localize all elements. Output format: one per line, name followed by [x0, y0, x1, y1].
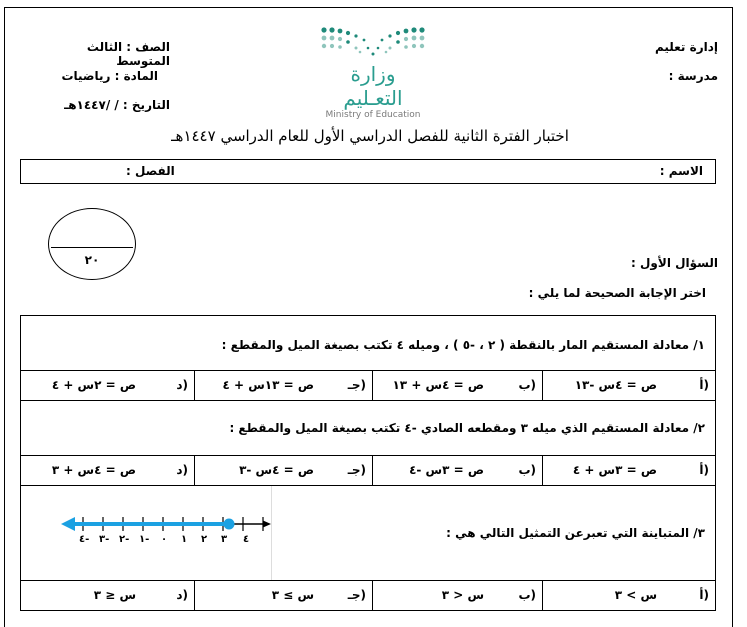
option-b[interactable] [372, 371, 542, 400]
option-expr: ص = ٣س + ٤ [572, 463, 657, 477]
option-letter: جـ) [347, 588, 366, 602]
question-1 [21, 316, 715, 371]
section-instruction: اختر الإجابة الصحيحة لما يلي : [528, 286, 706, 300]
graph-edge [271, 486, 272, 580]
logo-arabic-text: وزارة التعـليم [343, 62, 403, 110]
option-letter: ب) [518, 588, 536, 602]
logo-dots-icon [318, 24, 428, 58]
option-expr: س > ٣ [614, 588, 657, 602]
questions-table [20, 315, 716, 611]
exam-title: اختبار الفترة الثانية للفصل الدراسي الأول للعام الدراسي ١٤٤٧هـ [171, 127, 569, 145]
option-expr: ص = ٣س -٤ [409, 463, 484, 477]
option-expr: ص = ٤س -٣ [239, 463, 314, 477]
option-letter: جـ) [347, 463, 366, 477]
option-d[interactable] [22, 371, 194, 400]
score-total: ٢٠ [84, 253, 100, 267]
option-c[interactable] [194, 371, 372, 400]
question-2 [21, 401, 715, 456]
tick-label: ٤- [79, 534, 90, 545]
subject-label: المادة : رياضيات [61, 69, 158, 83]
question-1-options [21, 371, 715, 401]
question-3 [21, 486, 715, 581]
option-c[interactable] [194, 456, 372, 485]
number-line-graph [59, 504, 279, 554]
option-expr: ص = ٤س + ١٣ [392, 378, 484, 392]
left-arrow-icon [61, 517, 75, 531]
question-2-options [21, 456, 715, 486]
option-a[interactable] [542, 581, 715, 610]
option-letter: ب) [518, 463, 536, 477]
section-heading: السؤال الأول : [631, 256, 718, 270]
option-letter: أ) [699, 378, 709, 392]
closed-point-icon [224, 519, 235, 530]
option-letter: د) [176, 588, 188, 602]
administration-label: إدارة تعليم [654, 40, 718, 54]
tick-label: ٢- [119, 534, 130, 545]
option-letter: د) [176, 463, 188, 477]
option-b[interactable] [372, 456, 542, 485]
tick-label: ١ [181, 534, 188, 545]
class-field-label[interactable]: الفصل : [126, 164, 175, 178]
question-2-text: ٢/ معادلة المستقيم الذي ميله ٣ ومقطعه الصادي -٤ تكتب بصيغة الميل والمقطع : [229, 421, 705, 435]
grade-label: الصف : الثالث المتوسط [86, 40, 170, 68]
logo-english-text: Ministry of Education [325, 110, 421, 120]
option-expr: ص = ١٣س + ٤ [222, 378, 314, 392]
option-letter: د) [176, 378, 188, 392]
option-a[interactable] [542, 371, 715, 400]
option-letter: أ) [699, 463, 709, 477]
option-d[interactable] [22, 581, 194, 610]
tick-label: ٣ [221, 534, 228, 545]
question-1-text: ١/ معادلة المستقيم المار بالنقطة ( ٢ ، -٥ ) ، وميله ٤ تكتب بصيغة الميل والمقطع : [221, 338, 705, 352]
option-expr: ص = ٢س + ٤ [51, 378, 136, 392]
tick-label: ٤ [243, 534, 250, 545]
student-info-box [20, 159, 716, 184]
right-arrow-icon [263, 521, 271, 528]
score-divider [51, 247, 133, 248]
tick-label: ٣- [99, 534, 110, 545]
question-3-text: ٣/ المتباينة التي تعبرعن التمثيل التالي هي : [446, 526, 705, 540]
ministry-logo [318, 24, 428, 120]
option-d[interactable] [22, 456, 194, 485]
school-label: مدرسة : [668, 69, 718, 83]
option-expr: س ≤ ٣ [93, 588, 136, 602]
tick-label: ١- [139, 534, 150, 545]
option-expr: س ≥ ٣ [271, 588, 314, 602]
date-label: التاريخ : / /١٤٤٧هـ [64, 98, 170, 112]
option-expr: س < ٣ [441, 588, 484, 602]
question-3-options [21, 581, 715, 611]
option-letter: أ) [699, 588, 709, 602]
tick-label: ٢ [201, 534, 208, 545]
option-letter: جـ) [347, 378, 366, 392]
option-c[interactable] [194, 581, 372, 610]
score-circle [48, 208, 136, 280]
option-letter: ب) [518, 378, 536, 392]
name-field-label[interactable]: الاسم : [659, 164, 703, 178]
option-expr: ص = ٤س -١٣ [574, 378, 657, 392]
option-a[interactable] [542, 456, 715, 485]
option-b[interactable] [372, 581, 542, 610]
option-expr: ص = ٤س + ٣ [51, 463, 136, 477]
tick-label: ٠ [161, 534, 168, 545]
